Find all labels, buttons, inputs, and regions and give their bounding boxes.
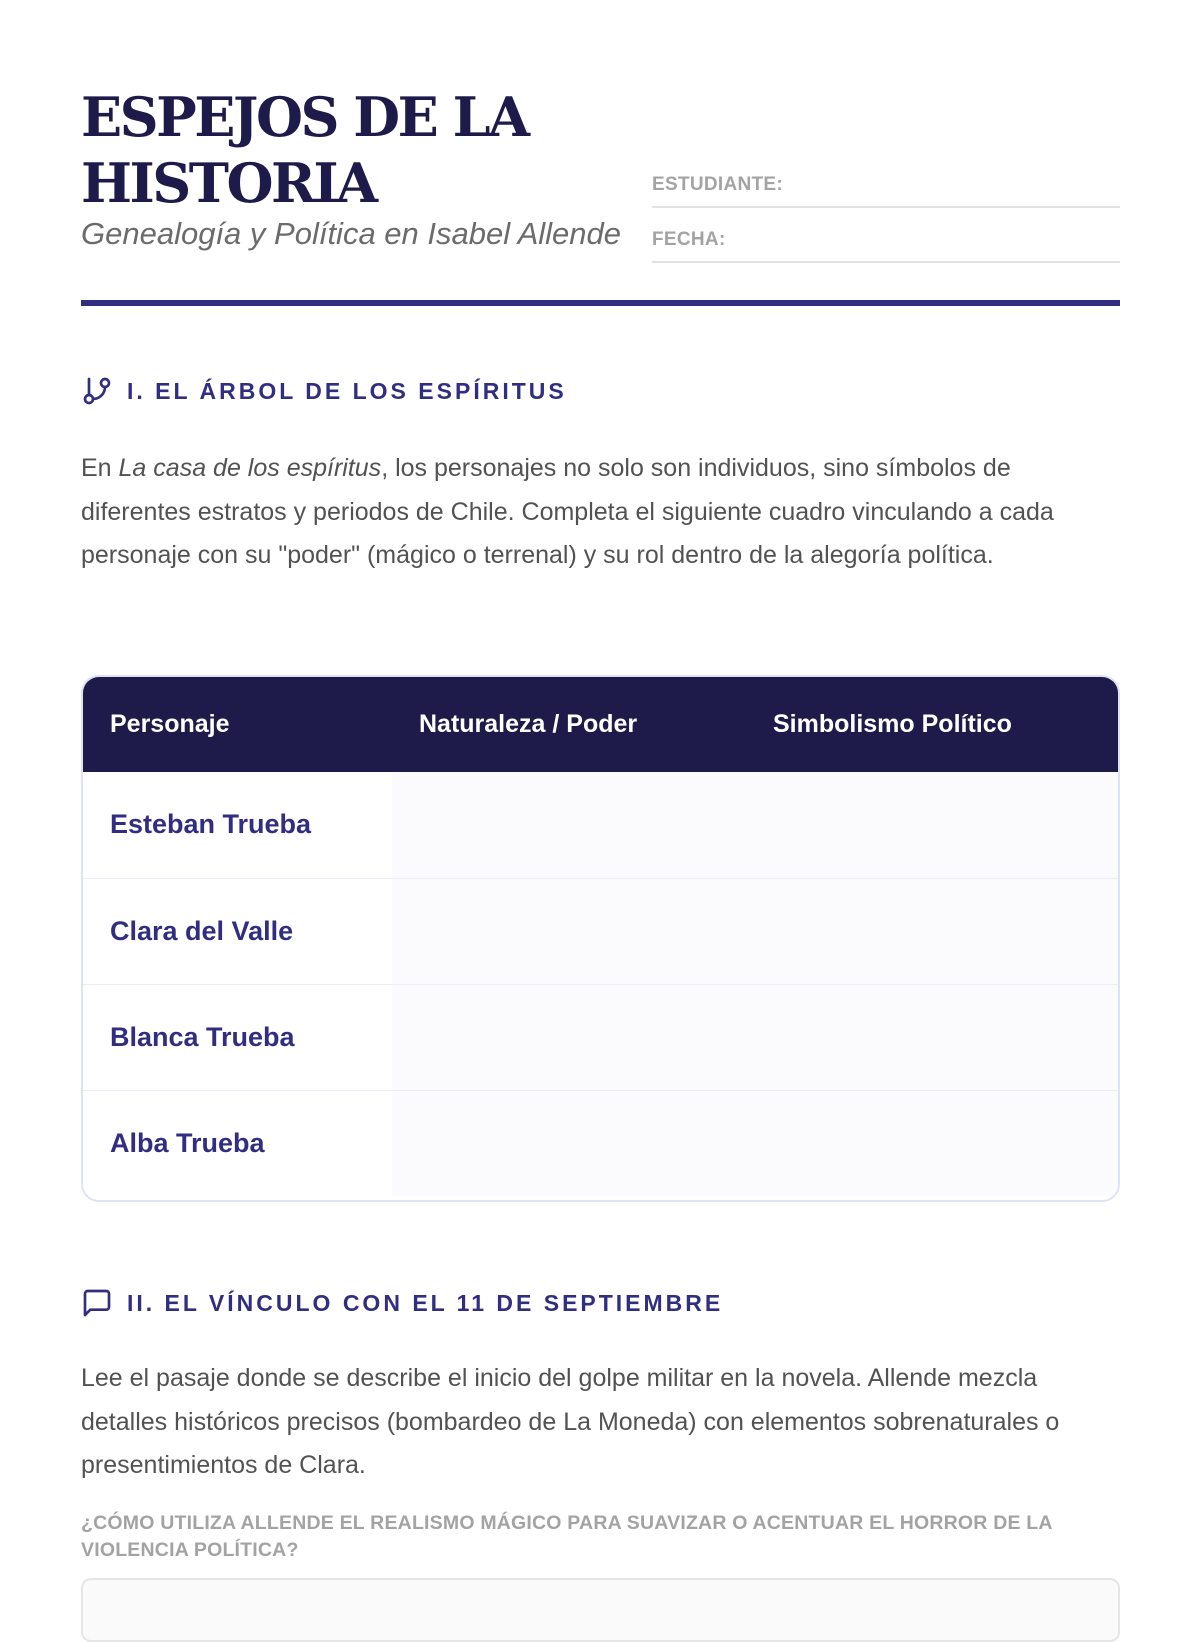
character-name: Esteban Trueba [110, 809, 312, 840]
character-name: Blanca Trueba [110, 1021, 295, 1052]
answer-textarea[interactable] [81, 1578, 1120, 1642]
worksheet-page [81, 0, 1120, 1561]
column-header-naturaleza: Naturaleza / Poder [419, 710, 638, 738]
date-field[interactable] [652, 221, 1120, 263]
section-1-title: I. EL ÁRBOL DE LOS ESPÍRITUS [127, 377, 567, 404]
simbolismo-cell[interactable] [746, 984, 1118, 1090]
git-branch-icon [81, 375, 113, 407]
table-header-row [83, 677, 1118, 772]
naturaleza-cell[interactable] [392, 984, 746, 1090]
student-label: ESTUDIANTE: [652, 174, 784, 195]
naturaleza-cell[interactable] [392, 772, 746, 878]
section-2-heading [81, 1287, 723, 1319]
character-name: Alba Trueba [110, 1127, 265, 1158]
header-divider [81, 300, 1120, 306]
simbolismo-cell[interactable] [746, 772, 1118, 878]
simbolismo-cell[interactable] [746, 1090, 1118, 1196]
page-title [81, 84, 527, 216]
table-row [83, 878, 1118, 984]
section-2-intro: Lee el pasaje donde se describe el inicio del golpe militar en la novela. Allende mezcla detalles históricos precisos (bombardeo de La Moneda) con elementos sobrenaturales o presentimientos de Clara. [81, 1364, 1060, 1479]
title-line-1: ESPEJOS DE LA [81, 85, 528, 149]
reflection-question: ¿CÓMO UTILIZA ALLENDE EL REALISMO MÁGICO PARA SUAVIZAR O ACENTUAR EL HORROR DE LA VIOLENCIA POLÍTICA? [81, 1512, 1052, 1561]
book-title: La casa de los espíritus [118, 454, 382, 482]
section-2-title: II. EL VÍNCULO CON EL 11 DE SEPTIEMBRE [127, 1289, 724, 1316]
worksheet-header [81, 0, 1120, 305]
character-name: Clara del Valle [110, 915, 294, 946]
section-1-heading [81, 375, 567, 407]
column-header-personaje: Personaje [110, 710, 230, 738]
message-square-icon [81, 1287, 113, 1319]
table-row [83, 772, 1118, 878]
table-row [83, 984, 1118, 1090]
column-header-simbolismo: Simbolismo Político [773, 710, 1012, 738]
naturaleza-cell[interactable] [392, 878, 746, 984]
date-label: FECHA: [652, 229, 726, 250]
intro-rest: , los personajes no solo son individuos, sino símbolos de diferentes estratos y periodos de Chile. Completa el siguiente cuadro vinculando a cada personaje con su "poder" (mágico o terrenal) y su rol dentro de la alegoría política. [81, 454, 1054, 569]
page-subtitle: Genealogía y Política en Isabel Allende [81, 216, 621, 251]
table-row [83, 1090, 1118, 1196]
student-info-fields [652, 166, 1120, 276]
title-line-2: HISTORIA [81, 151, 376, 215]
student-name-field[interactable] [652, 166, 1120, 208]
intro-prefix: En [81, 454, 119, 482]
section-1-intro [81, 447, 1120, 578]
characters-table [81, 675, 1120, 1202]
naturaleza-cell[interactable] [392, 1090, 746, 1196]
simbolismo-cell[interactable] [746, 878, 1118, 984]
